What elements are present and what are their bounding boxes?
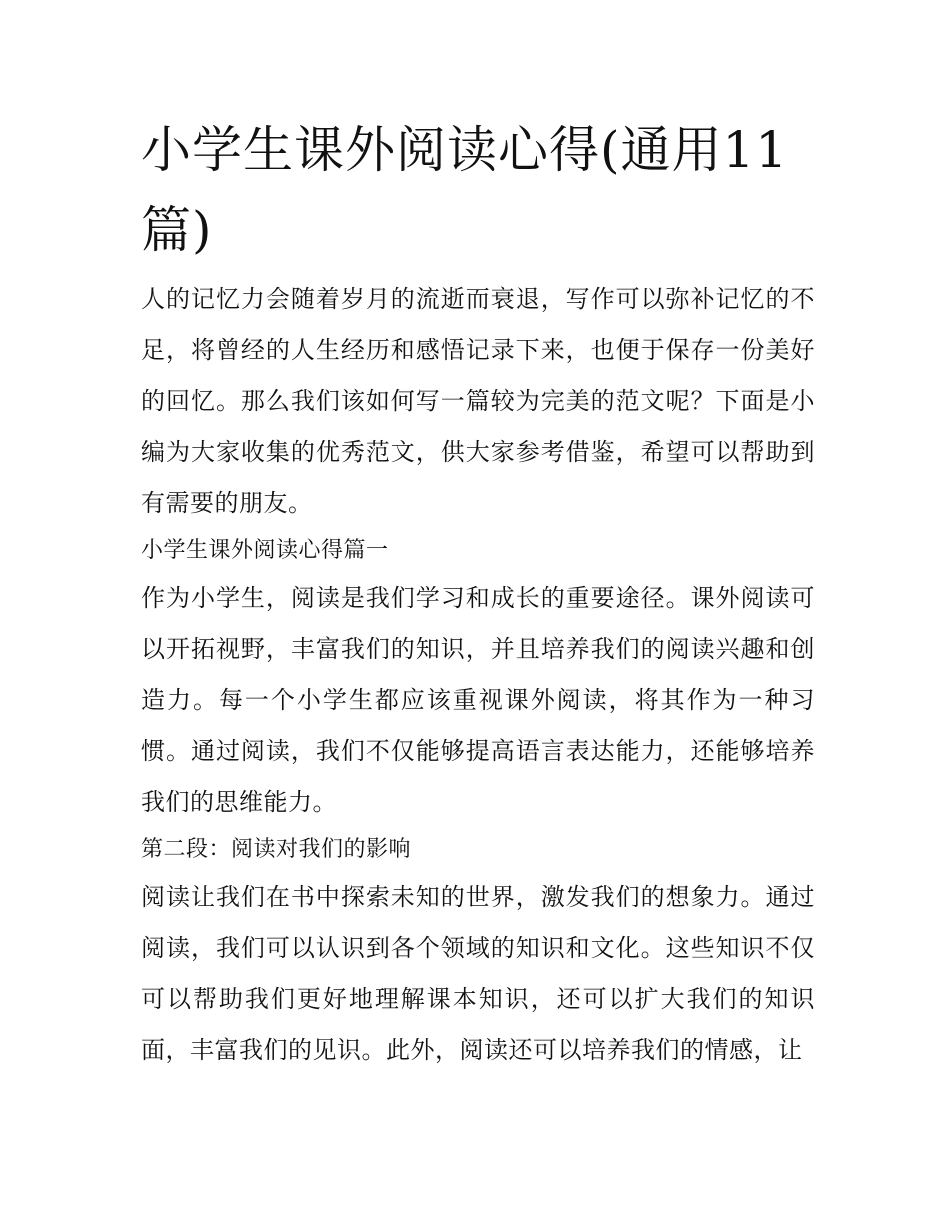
intro-paragraph: 人的记忆力会随着岁月的流逝而衰退，写作可以弥补记忆的不足，将曾经的人生经历和感悟记录下来，也便于保存一份美好的回忆。那么我们该如何写一篇较为完美的范文呢？下面是小编为大家收集的优秀范文，供大家参考借鉴，希望可以帮助到有需要的朋友。 <box>141 285 815 517</box>
section-heading-2: 第二段：阅读对我们的影响 <box>141 837 412 862</box>
document-title: 小学生课外阅读心得(通用11篇) <box>141 121 789 259</box>
section-heading-1: 小学生课外阅读心得篇一 <box>141 538 389 563</box>
document-page <box>141 110 815 1076</box>
section-paragraph-1: 作为小学生，阅读是我们学习和成长的重要途径。课外阅读可以开拓视野，丰富我们的知识，并且培养我们的阅读兴趣和创造力。每一个小学生都应该重视课外阅读，将其作为一种习惯。通过阅读，我们不仅能够提高语言表达能力，还能够培养我们的思维能力。 <box>141 584 815 816</box>
section-paragraph-2: 阅读让我们在书中探索未知的世界，激发我们的想象力。通过阅读，我们可以认识到各个领域的知识和文化。这些知识不仅可以帮助我们更好地理解课本知识，还可以扩大我们的知识面，丰富我们的见识。此外，阅读还可以培养我们的情感，让 <box>141 883 815 1064</box>
